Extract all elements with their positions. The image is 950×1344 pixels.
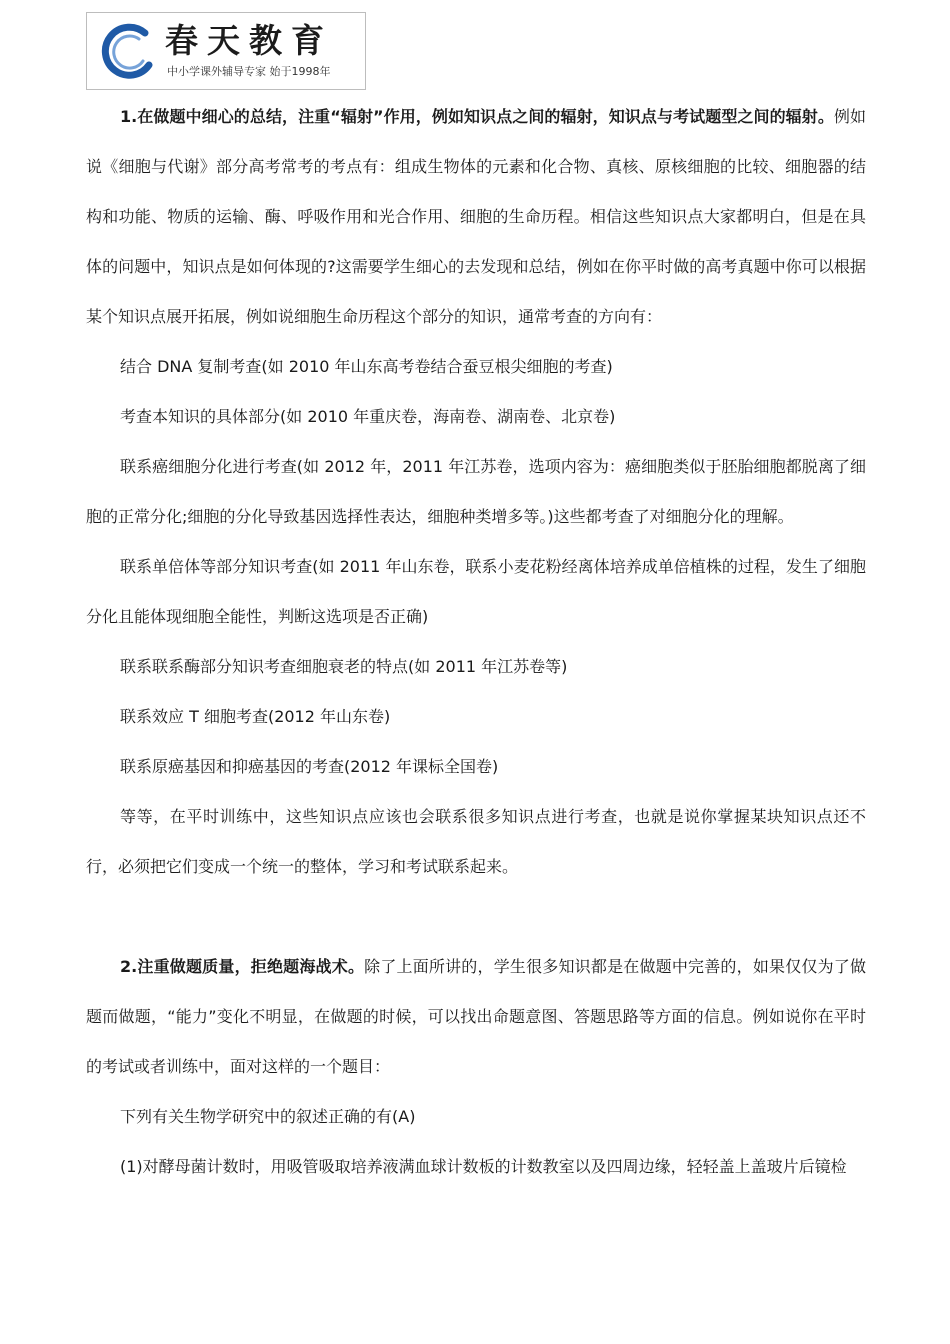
- heading-1: 1.在做题中细心的总结，注重“辐射”作用，例如知识点之间的辐射，知识点与考试题型之间的辐射。: [120, 107, 834, 126]
- blank-line: [86, 892, 866, 942]
- paragraph-2-text: 除了上面所讲的，学生很多知识都是在做题中完善的，如果仅仅为了做题而做题，“能力”变化不明显，在做题的时候，可以找出命题意图、答题思路等方面的信息。例如说你在平时的考试或者训练中，面对这样的一个题目：: [86, 957, 866, 1076]
- list-item: 考查本知识的具体部分(如 2010 年重庆卷，海南卷、湖南卷、北京卷): [120, 407, 616, 426]
- list-item: 联系效应 T 细胞考查(2012 年山东卷): [120, 707, 391, 726]
- question-stem: 下列有关生物学研究中的叙述正确的有(A): [120, 1107, 416, 1126]
- list-item: 联系联系酶部分知识考查细胞衰老的特点(如 2011 年江苏卷等): [120, 657, 568, 676]
- list-item: 等等，在平时训练中，这些知识点应该也会联系很多知识点进行考查，也就是说你掌握某块知识点还不行，必须把它们变成一个统一的整体，学习和考试联系起来。: [86, 807, 866, 876]
- document-body: [86, 92, 866, 1192]
- paragraph-2: [86, 942, 866, 1092]
- question-option: (1)对酵母菌计数时，用吸管吸取培养液满血球计数板的计数教室以及四周边缘，轻轻盖上盖玻片后镜检: [120, 1157, 847, 1176]
- logo-title: 春天教育: [165, 21, 333, 60]
- list-item: 联系原癌基因和抑癌基因的考查(2012 年课标全国卷): [120, 757, 499, 776]
- paragraph-1-text: 例如说《细胞与代谢》部分高考常考的考点有：组成生物体的元素和化合物、真核、原核细胞的比较、细胞器的结构和功能、物质的运输、酶、呼吸作用和光合作用、细胞的生命历程。相信这些知识点大家都明白，但是在具体的问题中，知识点是如何体现的?这需要学生细心的去发现和总结，例如在你平时做的高考真题中你可以根据某个知识点展开拓展，例如说细胞生命历程这个部分的知识，通常考查的方向有：: [86, 107, 866, 326]
- list-item: 结合 DNA 复制考查(如 2010 年山东高考卷结合蚕豆根尖细胞的考查): [120, 357, 613, 376]
- paragraph-1: [86, 92, 866, 342]
- logo-subtitle: 中小学课外辅导专家 始于1998年: [167, 65, 331, 78]
- heading-2: 2.注重做题质量，拒绝题海战术。: [120, 957, 365, 976]
- list-item: 联系单倍体等部分知识考查(如 2011 年山东卷，联系小麦花粉经离体培养成单倍植株的过程，发生了细胞分化且能体现细胞全能性，判断这选项是否正确): [86, 557, 866, 626]
- logo-swirl-icon: [99, 21, 159, 81]
- logo: [86, 12, 366, 90]
- list-item: 联系癌细胞分化进行考查(如 2012 年，2011 年江苏卷，选项内容为：癌细胞类似于胚胎细胞都脱离了细胞的正常分化;细胞的分化导致基因选择性表达，细胞种类增多等。)这些都考查了对细胞分化的理解。: [86, 457, 866, 526]
